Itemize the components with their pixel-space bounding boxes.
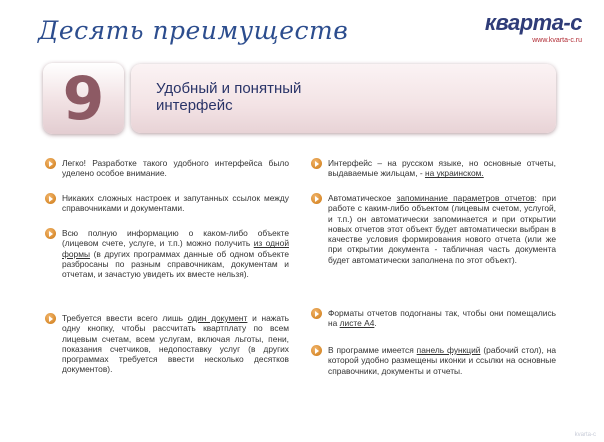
arrow-bullet-icon — [311, 158, 322, 169]
list-item — [328, 193, 556, 265]
list-item-text: Никаких сложных настроек и запутанных ссылок между справочниками и документами. — [62, 193, 289, 214]
logo-url-link[interactable]: www.kvarta-c.ru — [532, 37, 582, 44]
list-item-text: Легко! Разработке такого удобного интерфейса было уделено особое внимание. — [62, 158, 289, 179]
list-item-text: Автоматическое запоминание параметров отчетов: при работе с каким-либо объектом (лицевым счетом, услугой, и т.п.) он автоматически запоминается и при открытии новых отчетов этот объект будет автоматически выбран в качестве условия формирования нового отчета (или же при открытии документа - табличная часть документа будет автоматически заполнена по этот объект). — [328, 193, 556, 265]
feature-title-line1: Удобный и понятный — [156, 80, 302, 97]
list-item-text: В программе имеется панель функций (рабочий стол), на которой удобно размещены иконки и ссылки на основные справочники, документы и отчеты. — [328, 345, 556, 376]
list-item — [328, 158, 556, 179]
list-item-text: Форматы отчетов подогнаны так, чтобы они помещались на листе А4. — [328, 308, 556, 329]
logo-name: кварта-с — [484, 10, 582, 35]
list-item — [62, 313, 289, 375]
page-title: Десять преимуществ — [38, 16, 349, 45]
list-item-text: Требуется ввести всего лишь один документ и нажать одну кнопку, чтобы рассчитать квартплату по всем лицевым счетам, всем услугам, включая льготы, пени, показания счетчиков, недопоставку услуг (в других программах требуется ввести несколько десятков документов). — [62, 313, 290, 375]
list-item — [62, 228, 289, 279]
feature-title — [156, 80, 376, 114]
footer-watermark: kvarta-c — [574, 432, 596, 438]
arrow-bullet-icon — [45, 193, 56, 204]
list-item-text: Интерфейс – на русском языке, но основные отчеты, выдаваемые жильцам, - на украинском. — [328, 158, 556, 179]
arrow-bullet-icon — [45, 228, 56, 239]
company-logo[interactable] — [485, 10, 582, 44]
arrow-bullet-icon — [45, 158, 56, 169]
feature-number: 9 — [62, 63, 105, 134]
arrow-bullet-icon — [311, 308, 322, 319]
list-item — [328, 345, 556, 376]
arrow-bullet-icon — [311, 345, 322, 356]
list-item-text: Всю полную информацию о каком-либо объекте (лицевом счете, услуге, и т.п.) можно получить из одной формы (в других программах данные об одном объекте разбросаны по разным справочникам, документам и отчетам, и зачастую увидеть их вместе нельзя). — [62, 228, 290, 280]
arrow-bullet-icon — [45, 313, 56, 324]
feature-number-box — [43, 63, 124, 134]
list-item — [62, 193, 289, 214]
list-item — [62, 158, 289, 179]
feature-banner — [131, 64, 556, 133]
arrow-bullet-icon — [311, 193, 322, 204]
feature-title-line2: интерфейс — [156, 97, 233, 114]
list-item — [328, 308, 556, 329]
